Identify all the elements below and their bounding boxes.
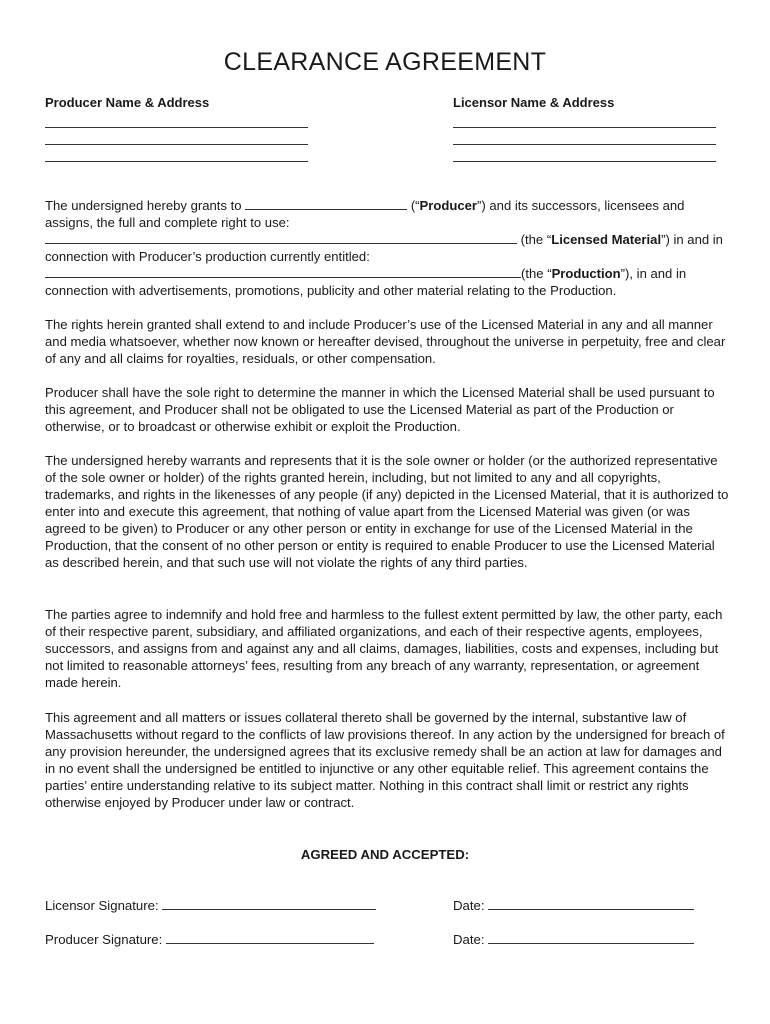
grantee-blank[interactable] <box>245 197 407 210</box>
licensor-address-line-3[interactable] <box>453 161 716 162</box>
grant-intro: The undersigned hereby grants to <box>45 198 242 213</box>
production-title-blank[interactable] <box>45 265 521 278</box>
warranty-paragraph: The undersigned hereby warrants and represents that it is the sole owner or holder (or the authorized representative of the sole owner or holder) of the rights granted herein, including, but not limited to any and all copyrights, trademarks, and rights in the likenesses of any people (if any) depicted in the Licensed Material, that it is authorized to enter into and execute this agreement, that nothing of value apart from the Licensed Material was given (or was agreed to be given) to Producer or any other person or entity in exchange for use of the Licensed Material in the Production, that the consent of no other person or entity is required to enable Producer to use the Licensed Material as described herein, and that such use will not violate the rights of any third parties. <box>45 453 729 570</box>
licensor-signature-field[interactable] <box>162 897 376 910</box>
licensor-date-field[interactable] <box>488 897 694 910</box>
grant-text: (the “ <box>517 232 552 247</box>
grant-paragraph <box>45 197 730 299</box>
licensor-address-line-1[interactable] <box>453 127 716 128</box>
licensed-material-blank[interactable] <box>45 231 517 244</box>
licensed-material-term: Licensed Material <box>551 232 662 247</box>
grant-text: (“ <box>407 198 420 213</box>
producer-signature-row <box>45 931 374 947</box>
indemnity-paragraph: The parties agree to indemnify and hold free and harmless to the fullest extent permitted by law, the other party, each of their respective parent, subsidiary, and affiliated organizations, and each of their respective agents, employees, successors, and assigns from and against any and all claims, damages, liabilities, costs and expenses, including but not limited to reasonable attorneys’ fees, resulting from any breach of any warranty, representation, or agreement made herein. <box>45 607 723 690</box>
producer-address-line-3[interactable] <box>45 161 308 162</box>
grant-text: ”) and its successors, licensees and assigns, the full and complete right to use: <box>45 198 685 230</box>
producer-date-field[interactable] <box>488 931 694 944</box>
producer-signature-label: Producer Signature: <box>45 932 163 947</box>
rights-paragraph: The rights herein granted shall extend to and include Producer’s use of the Licensed Material in any and all manner and media whatsoever, whether now known or hereafter devised, throughout the universe in perpetuity, free and clear of any and all claims for royalties, residuals, or other compensation. <box>45 317 726 366</box>
licensor-date-row <box>453 897 694 913</box>
producer-address-heading: Producer Name & Address <box>45 95 210 110</box>
producer-signature-field[interactable] <box>166 931 374 944</box>
producer-address-line-1[interactable] <box>45 127 308 128</box>
document-title: CLEARANCE AGREEMENT <box>223 48 547 76</box>
licensor-signature-label: Licensor Signature: <box>45 898 159 913</box>
licensor-address-heading: Licensor Name & Address <box>453 95 615 110</box>
production-term: Production <box>551 266 621 281</box>
producer-date-label: Date: <box>453 932 485 947</box>
governing-law-paragraph: This agreement and all matters or issues collateral thereto shall be governed by the internal, substantive law of Massachusetts without regard to the conflicts of law provisions thereof. In any action by the undersigned for breach of any provision hereunder, the undersigned agrees that its exclusive remedy shall be an action at law for damages and in no event shall the undersigned be entitled to injunctive or any other equitable relief. This agreement contains the parties’ entire understanding relative to its subject matter. Nothing in this contract shall limit or restrict any rights otherwise enjoyed by Producer under law or contract. <box>45 710 725 810</box>
producer-term: Producer <box>419 198 478 213</box>
grant-text: ”), in and in connection with advertisements, promotions, publicity and other material relating to the Production. <box>45 266 687 298</box>
licensor-date-label: Date: <box>453 898 485 913</box>
grant-text: (the “ <box>521 266 552 281</box>
licensor-address-line-2[interactable] <box>453 144 716 145</box>
grant-text: ”) in and in connection with Producer’s production currently entitled: <box>45 232 723 264</box>
licensor-signature-row <box>45 897 376 913</box>
agreed-accepted-heading: AGREED AND ACCEPTED: <box>300 847 470 862</box>
usage-paragraph: Producer shall have the sole right to determine the manner in which the Licensed Material shall be used pursuant to this agreement, and Producer shall not be obligated to use the Licensed Material as part of the Production or otherwise, or to broadcast or otherwise exhibit or exploit the Production. <box>45 385 715 434</box>
producer-address-line-2[interactable] <box>45 144 308 145</box>
producer-date-row <box>453 931 694 947</box>
